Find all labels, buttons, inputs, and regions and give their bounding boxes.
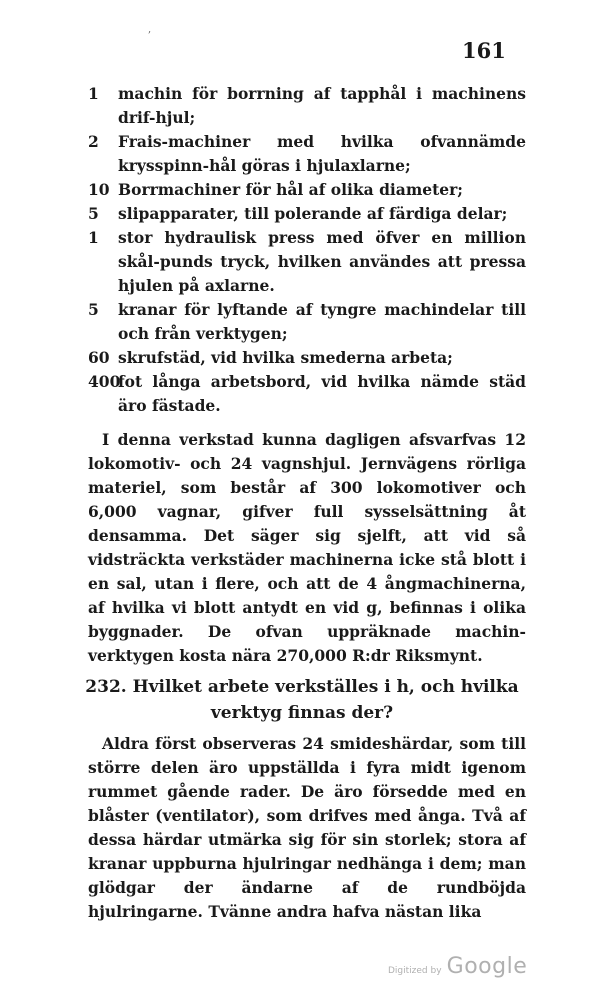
digitized-watermark bbox=[388, 954, 527, 979]
list-item-text: Frais-machiner med hvilka ofvannämde krysspinn-hål göras i hjulaxlarne; bbox=[118, 132, 526, 175]
list-item-text: machin för borrning af tapphål i machinens drif-hjul; bbox=[118, 84, 526, 127]
list-item-count: 60 bbox=[88, 348, 110, 367]
page-number: 161 bbox=[462, 38, 506, 63]
google-logo: Google bbox=[446, 954, 528, 979]
list-item bbox=[88, 370, 526, 418]
list-item-count: 400 bbox=[88, 372, 121, 391]
list-item-count: 5 bbox=[88, 300, 99, 319]
list-item-text: stor hydraulisk press med öfver en million skål-punds tryck, hvilken användes att pressa hjulen på axlarne. bbox=[118, 228, 526, 295]
stray-mark: , bbox=[148, 24, 152, 35]
list-item-text: Borrmachiner för hål af olika diameter; bbox=[118, 180, 464, 199]
list-item-text: skrufstäd, vid hvilka smederna arbeta; bbox=[118, 348, 453, 367]
list-item bbox=[88, 178, 526, 202]
list-item-count: 1 bbox=[88, 84, 99, 103]
list-item-count: 1 bbox=[88, 228, 99, 247]
body-paragraph: Aldra först observeras 24 smideshärdar, som till större delen äro uppställda i fyra midt igenom rummet gående rader. De äro försedde med en blåster (ventilator), som drifves med ånga. Två af dessa härdar utmärka sig för sin storlek; stora af kranar uppburna hjulringar nedhänga i dem; man glödgar der ändarne af de rundböjda hjulringarne. Tvänne andra hafva nästan lika bbox=[88, 734, 526, 921]
equipment-list bbox=[88, 82, 526, 418]
list-item-count: 10 bbox=[88, 180, 110, 199]
list-item-count: 2 bbox=[88, 132, 99, 151]
list-item bbox=[88, 226, 526, 298]
list-item-text: fot långa arbetsbord, vid hvilka nämde städ äro fästade. bbox=[118, 372, 526, 415]
section-heading: 232. Hvilket arbete verkställes i h, och hvilka verktyg finnas der? bbox=[85, 677, 519, 723]
list-item-text: slipapparater, till polerande af färdiga delar; bbox=[118, 204, 508, 223]
list-item bbox=[88, 130, 526, 178]
list-item-text: kranar för lyftande af tyngre machindelar till och från verktygen; bbox=[118, 300, 526, 343]
list-item bbox=[88, 202, 526, 226]
list-item bbox=[88, 346, 526, 370]
list-item bbox=[88, 298, 526, 346]
list-item bbox=[88, 82, 526, 130]
body-paragraph: I denna verkstad kunna dagligen afsvarfvas 12 lokomotiv- och 24 vagnshjul. Jernvägens rörliga materiel, som består af 300 lokomotiver och 6,000 vagnar, gifver full sysselsättning åt densamma. Det säger sig sjelft, att vid så vidsträckta verkstäder machinerna icke stå blott i en sal, utan i flere, och att de 4 ångmachinerna, af hvilka vi blott antydt en vid g, befinnas i olika byggnader. De ofvan uppräknade machin-verktygen kosta nära 270,000 R:dr Riksmynt. bbox=[88, 430, 526, 665]
list-item-count: 5 bbox=[88, 204, 99, 223]
digitized-label: Digitized by bbox=[388, 966, 442, 976]
